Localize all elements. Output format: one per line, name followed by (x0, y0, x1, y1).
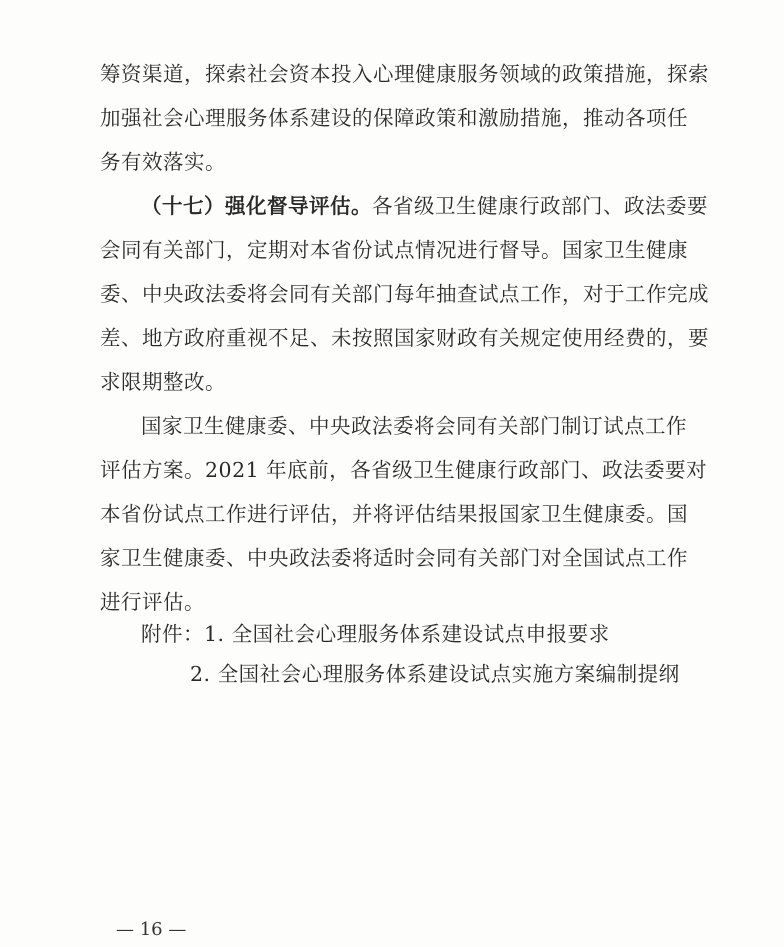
attachment-item: 1. 全国社会心理服务体系建设试点申报要求 (204, 622, 610, 646)
paragraph-line: 务有效落实。 (100, 150, 226, 174)
paragraph-first-line (141, 192, 708, 220)
paragraph-line: 加强社会心理服务体系建设的保障政策和激励措施，推动各项任 (100, 106, 688, 130)
paragraph-line: 评估方案。2021 年底前，各省级卫生健康行政部门、政法委要对 (100, 458, 708, 482)
paragraph-line: 本省份试点工作进行评估，并将评估结果报国家卫生健康委。国 (100, 502, 688, 526)
paragraph-line: 进行评估。 (100, 590, 205, 614)
attachment-item: 2. 全国社会心理服务体系建设试点实施方案编制提纲 (190, 662, 680, 686)
paragraph-line: 求限期整改。 (100, 370, 226, 394)
paragraph-line: 家卫生健康委、中央政法委将适时会同有关部门对全国试点工作 (100, 546, 688, 570)
paragraph-text: 各省级卫生健康行政部门、政法委要 (372, 194, 708, 218)
paragraph-first-line: 国家卫生健康委、中央政法委将会同有关部门制订试点工作 (141, 414, 687, 438)
section-heading: （十七）强化督导评估。 (141, 194, 372, 218)
paragraph-line: 委、中央政法委将会同有关部门每年抽查试点工作，对于工作完成 (100, 282, 709, 306)
paragraph-line: 差、地方政府重视不足、未按照国家财政有关规定使用经费的，要 (100, 326, 709, 350)
page-number: — 16 — (116, 919, 187, 940)
attachment-label: 附件： (141, 622, 204, 646)
paragraph-line: 会同有关部门，定期对本省份试点情况进行督导。国家卫生健康 (100, 238, 688, 262)
attachment-line-1 (141, 620, 610, 648)
paragraph-line: 筹资渠道，探索社会资本投入心理健康服务领域的政策措施，探索 (100, 62, 709, 86)
